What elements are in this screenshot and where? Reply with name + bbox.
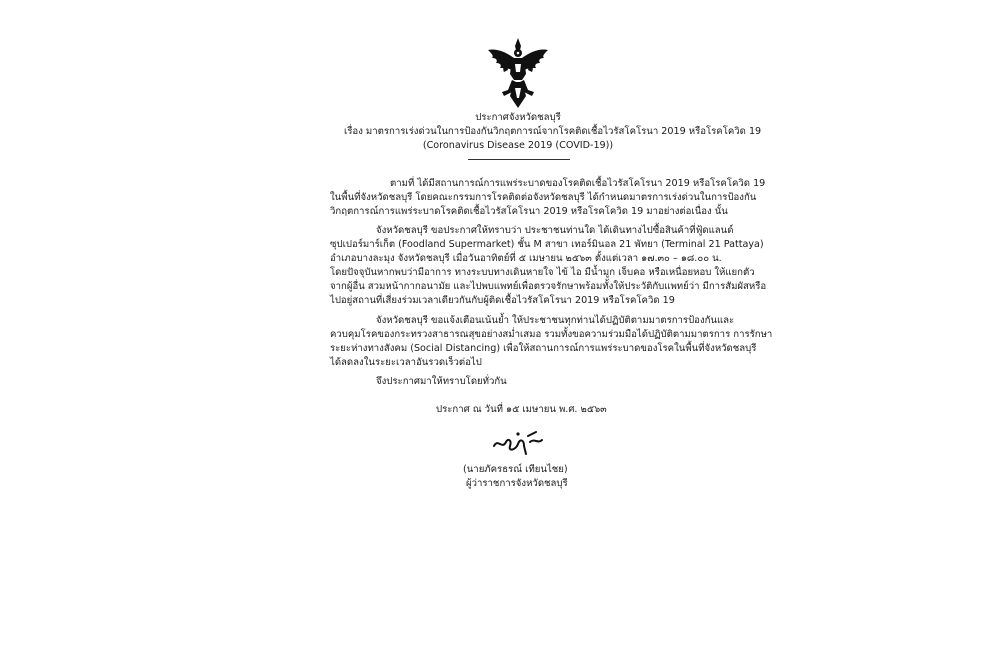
paragraph-2-line-1: จังหวัดชลบุรี ขอประกาศให้ทราบว่า ประชาชนท่านใด ได้เดินทางไปซื้อสินค้าที่ฟู้ดแลนด์ — [376, 225, 734, 236]
paragraph-1-line-2: ในพื้นที่จังหวัดชลบุรี โดยคณะกรรมการโรคติดต่อจังหวัดชลบุรี ได้กำหนดมาตรการเร่งด่วนในการป้องกัน — [330, 192, 757, 203]
signature-icon — [490, 428, 546, 458]
paragraph-2-line-3: อำเภอบางละมุง จังหวัดชลบุรี เมื่อวันอาทิตย์ที่ ๕ เมษายน ๒๕๖๓ ตั้งแต่เวลา ๑๗.๓๐ – ๑๘.๐๐ น. — [330, 253, 722, 264]
signer-title: ผู้ว่าราชการจังหวัดชลบุรี — [466, 478, 568, 489]
document-heading: ประกาศจังหวัดชลบุรี — [475, 112, 561, 123]
paragraph-1-line-3: วิกฤตการณ์การแพร่ระบาดโรคติดเชื้อไวรัสโคโรนา 2019 หรือโรคโควิด 19 มาอย่างต่อเนื่อง นั้น — [330, 206, 728, 217]
subject-line-english: (Coronavirus Disease 2019 (COVID-19)) — [422, 140, 614, 151]
paragraph-3-line-4: ได้ลดลงในระยะเวลาอันรวดเร็วต่อไป — [330, 357, 482, 368]
paragraph-2-line-2: ซุปเปอร์มาร์เก็ต (Foodland Supermarket) ชั้น M สาขา เทอร์มินอล 21 พัทยา (Terminal 21 Pattaya) — [330, 239, 764, 250]
signer-name: (นายภัครธรณ์ เทียนไชย) — [463, 464, 568, 475]
paragraph-3-line-2: ควบคุมโรคของกระทรวงสาธารณสุขอย่างสม่ำเสมอ รวมทั้งขอความร่วมมือได้ปฏิบัติตามมาตรการ การรักษา — [330, 329, 773, 340]
subject-line: เรื่อง มาตรการเร่งด่วนในการป้องกันวิกฤตการณ์จากโรคติดเชื้อไวรัสโคโรนา 2019 หรือโรคโควิด 19 — [344, 126, 762, 137]
paragraph-2-line-5: จากผู้อื่น สวมหน้ากากอนามัย และไปพบแพทย์เพื่อตรวจรักษาพร้อมทั้งให้ประวัติกับแพทย์ว่า มีการสัมผัสหรือ — [330, 281, 767, 292]
paragraph-3-line-3: ระยะห่างทางสังคม (Social Distancing) เพื่อให้สถานการณ์การแพร่ระบาดของโรคในพื้นที่จังหวัดชลบุรี — [330, 343, 757, 354]
paragraph-3-line-1: จังหวัดชลบุรี ขอแจ้งเตือนเน้นย้ำ ให้ประชาชนทุกท่านได้ปฏิบัติตามมาตรการป้องกันและ — [376, 315, 735, 326]
garuda-emblem-icon — [484, 36, 552, 112]
paragraph-2-line-4: โดยปัจจุบันหากพบว่ามีอาการ ทางระบบทางเดินหายใจ ไข้ ไอ มีน้ำมูก เจ็บคอ หรือเหนื่อยหอบ ให้แยกตัว — [330, 267, 755, 278]
paragraph-2-line-6: ไปอยู่สถานที่เสี่ยงร่วมเวลาเดียวกันกับผู้ติดเชื้อไวรัสโคโรนา 2019 หรือโรคโควิด 19 — [330, 295, 675, 306]
closing-line: จึงประกาศมาให้ทราบโดยทั่วกัน — [376, 376, 507, 387]
heading-divider — [468, 159, 570, 160]
date-line: ประกาศ ณ วันที่ ๑๕ เมษายน พ.ศ. ๒๕๖๓ — [436, 404, 607, 415]
paragraph-1-line-1: ตามที่ ได้มีสถานการณ์การแพร่ระบาดของโรคติดเชื้อไวรัสโคโรนา 2019 หรือโรคโควิด 19 — [390, 178, 766, 189]
